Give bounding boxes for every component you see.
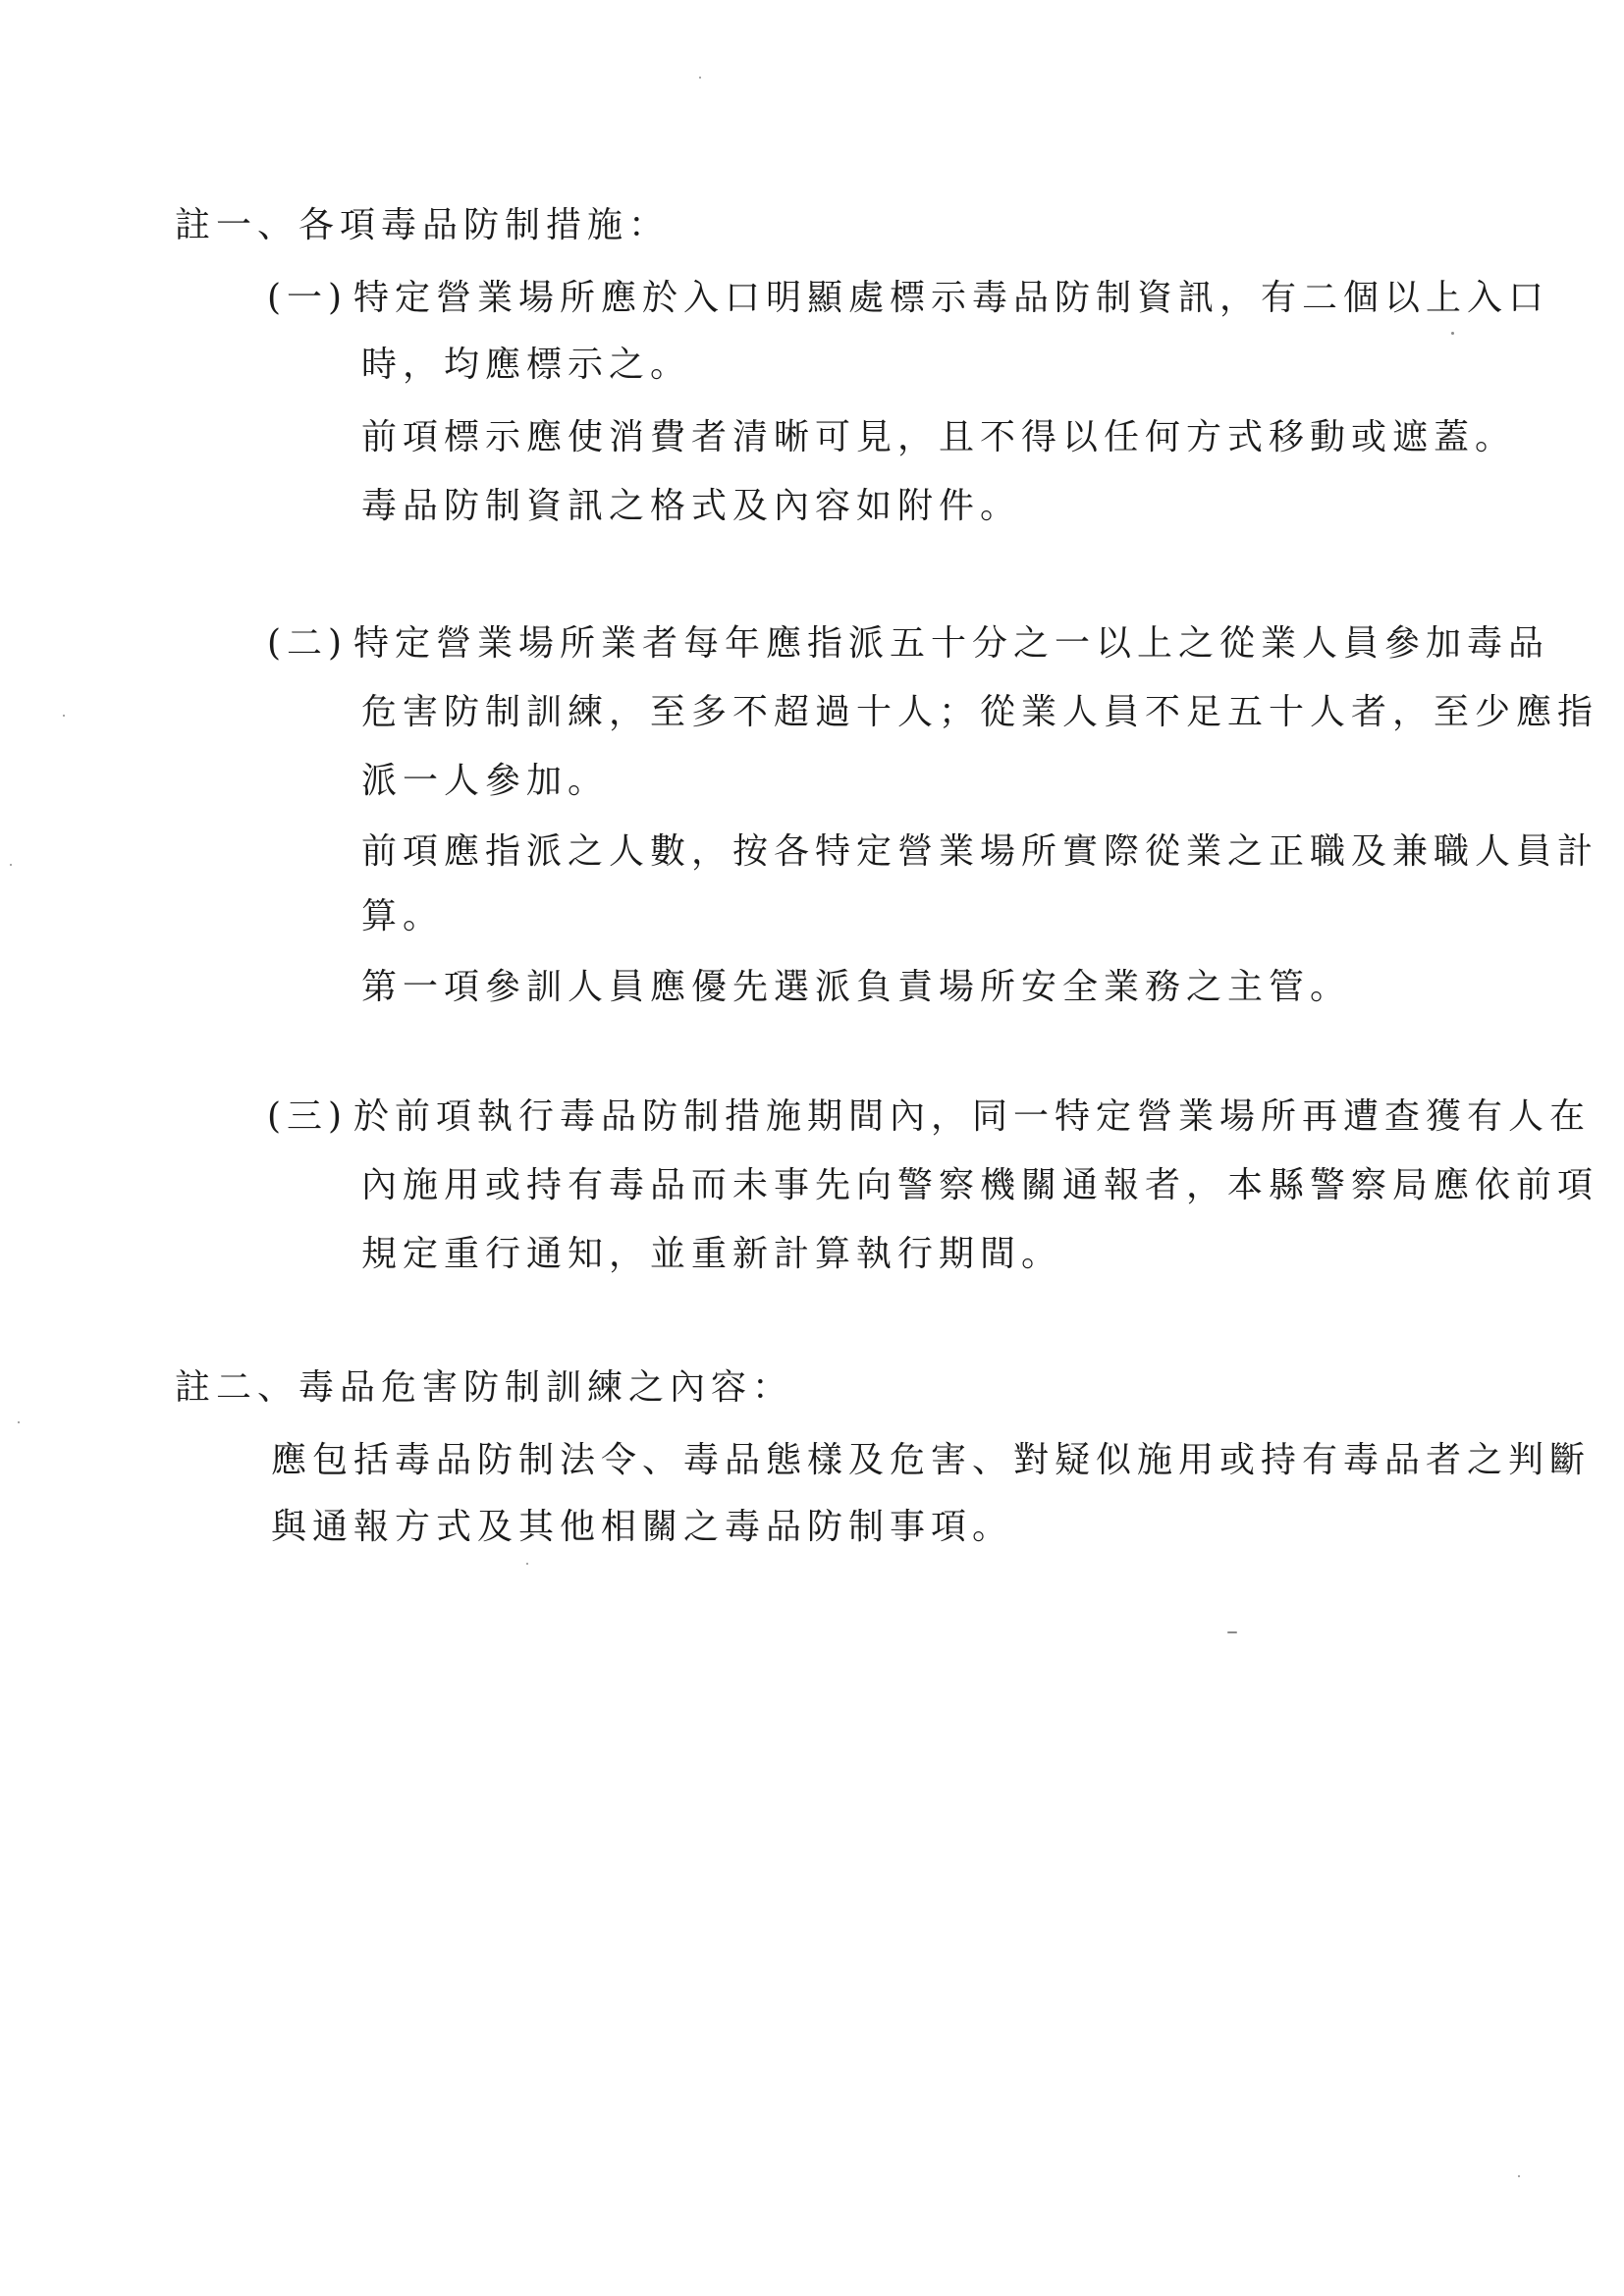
item-line: 毒品防制資訊之格式及內容如附件。 <box>361 486 1022 526</box>
item-line: 第一項參訓人員應優先選派負責場所安全業務之主管。 <box>361 967 1352 1007</box>
item-line: 特定營業場所業者每年應指派五十分之一以上之從業人員參加毒品 <box>353 623 1550 664</box>
scan-speck <box>10 864 12 866</box>
note1-heading: 註一、各項毒品防制措施： <box>175 205 671 245</box>
note2-heading: 註二、毒品危害防制訓練之內容： <box>175 1367 794 1408</box>
item-line: 危害防制訓練，至多不超過十人；從業人員不足五十人者，至少應指 <box>361 692 1599 732</box>
scan-speck <box>18 1421 20 1423</box>
item-marker: (二) <box>267 623 349 664</box>
scan-speck <box>1451 332 1454 335</box>
scan-speck <box>699 77 701 79</box>
item-line: 前項應指派之人數，按各特定營業場所實際從業之正職及兼職人員計 <box>361 831 1599 872</box>
note2-line: 應包括毒品防制法令、毒品態樣及危害、對疑似施用或持有毒品者之判斷 <box>271 1440 1592 1480</box>
item-line: 內施用或持有毒品而未事先向警察機關通報者，本縣警察局應依前項 <box>361 1165 1599 1205</box>
item-line: 時，均應標示之。 <box>361 345 692 385</box>
scan-speck <box>1227 1631 1237 1633</box>
item-line: 規定重行通知，並重新計算執行期間。 <box>361 1234 1063 1274</box>
item-marker: (一) <box>267 278 349 318</box>
item-line: 特定營業場所應於入口明顯處標示毒品防制資訊，有二個以上入口 <box>353 278 1550 318</box>
scan-speck <box>526 1563 528 1565</box>
scan-speck <box>63 715 65 717</box>
item-line: 算。 <box>361 896 445 936</box>
item-marker: (三) <box>267 1096 349 1137</box>
item-line: 前項標示應使消費者清晰可見，且不得以任何方式移動或遮蓋。 <box>361 417 1517 457</box>
item-line: 於前項執行毒品防制措施期間內，同一特定營業場所再遭查獲有人在 <box>353 1096 1592 1137</box>
note2-line: 與通報方式及其他相關之毒品防制事項。 <box>271 1507 1014 1547</box>
scan-speck <box>1518 2175 1520 2177</box>
item-line: 派一人參加。 <box>361 761 610 801</box>
